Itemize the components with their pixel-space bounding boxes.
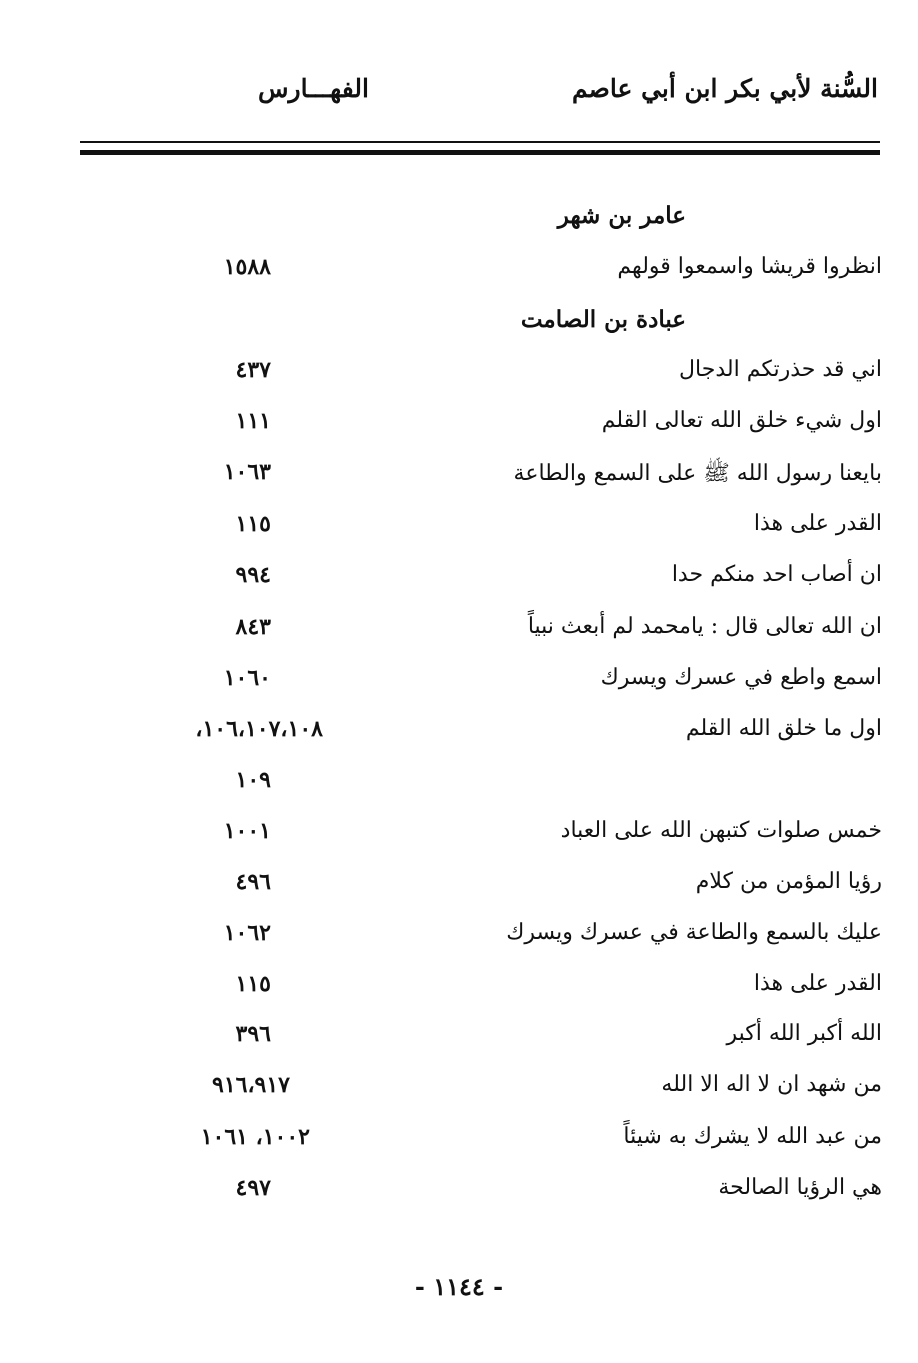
index-row [0,916,918,956]
index-row [0,1120,918,1160]
hadith-refs: ١١١ [235,408,271,434]
hadith-text: القدر على هذا [753,971,882,996]
hadith-refs: ١١٥ [235,971,271,997]
book-title: السُّنة لأبي بكر ابن أبي عاصم [571,74,878,103]
index-row [0,610,918,650]
hadith-text: اسمع واطع في عسرك ويسرك [600,665,882,690]
hadith-text: من عبد الله لا يشرك به شيئاً [623,1124,882,1149]
page-footer [0,1272,918,1301]
hadith-refs: ٤٩٧ [235,1175,271,1201]
index-row-continuation [0,763,918,803]
index-row [0,1171,918,1211]
hadith-text: اول ما خلق الله القلم [685,716,882,741]
hadith-text: رؤيا المؤمن من كلام [695,869,882,894]
hadith-refs: ١٠٦،١٠٧،١٠٨، [195,716,323,742]
hadith-text: الله أكبر الله أكبر [726,1021,882,1046]
page-number: ١١٤٤ [433,1272,485,1301]
index-row [0,712,918,752]
hadith-text: عليك بالسمع والطاعة في عسرك ويسرك [506,920,882,945]
hadith-text: ان أصاب احد منكم حدا [671,562,882,587]
hadith-refs: ١٠٠١ [223,818,271,844]
index-row [0,661,918,701]
hadith-refs: ١٥٨٨ [223,254,271,280]
index-row [0,455,918,495]
header-rule-thick [80,150,880,155]
hadith-text: القدر على هذا [753,511,882,536]
hadith-text: خمس صلوات كتبهن الله على العباد [560,818,882,843]
hadith-refs: ١٠٠٢، ١٠٦١ [200,1124,310,1150]
hadith-text: هي الرؤيا الصالحة [718,1175,882,1200]
heading-text: عبادة بن الصامت [520,306,686,333]
hadith-text: ان الله تعالى قال : يامحمد لم أبعث نبياً [527,614,882,639]
index-row [0,1017,918,1057]
hadith-text: انظروا قريشا واسمعوا قولهم [617,254,882,279]
hadith-refs: ٩١٦،٩١٧ [212,1072,290,1098]
index-row [0,865,918,905]
header-rule-thin [80,141,880,143]
heading-text: عامر بن شهر [557,202,686,229]
narrator-heading [0,302,918,342]
index-row [0,507,918,547]
footer-dash-left: - [414,1272,425,1301]
hadith-refs: ٤٩٦ [235,869,271,895]
index-row [0,250,918,290]
index-row [0,353,918,393]
footer-dash-right: - [493,1272,504,1301]
hadith-refs: ٨٤٣ [235,614,271,640]
hadith-text: بايعنا رسول الله ﷺ على السمع والطاعة [513,461,882,486]
hadith-refs: ٣٩٦ [235,1021,271,1047]
hadith-refs: ١٠٦٢ [223,920,271,946]
hadith-text: من شهد ان لا اله الا الله [661,1072,882,1097]
hadith-refs: ٩٩٤ [235,562,271,588]
hadith-text: اني قد حذرتكم الدجال [679,357,882,382]
index-row [0,814,918,854]
index-row [0,1068,918,1108]
hadith-refs: ٤٣٧ [235,357,271,383]
index-row [0,967,918,1007]
index-row [0,558,918,598]
section-title: الفهـــارس [258,74,369,103]
hadith-text: اول شيء خلق الله تعالى القلم [601,408,882,433]
hadith-refs: ١٠٩ [235,767,271,793]
index-row [0,404,918,444]
hadith-refs: ١٠٦٠ [223,665,271,691]
narrator-heading [0,198,918,238]
hadith-refs: ١٠٦٣ [223,459,271,485]
hadith-refs: ١١٥ [235,511,271,537]
